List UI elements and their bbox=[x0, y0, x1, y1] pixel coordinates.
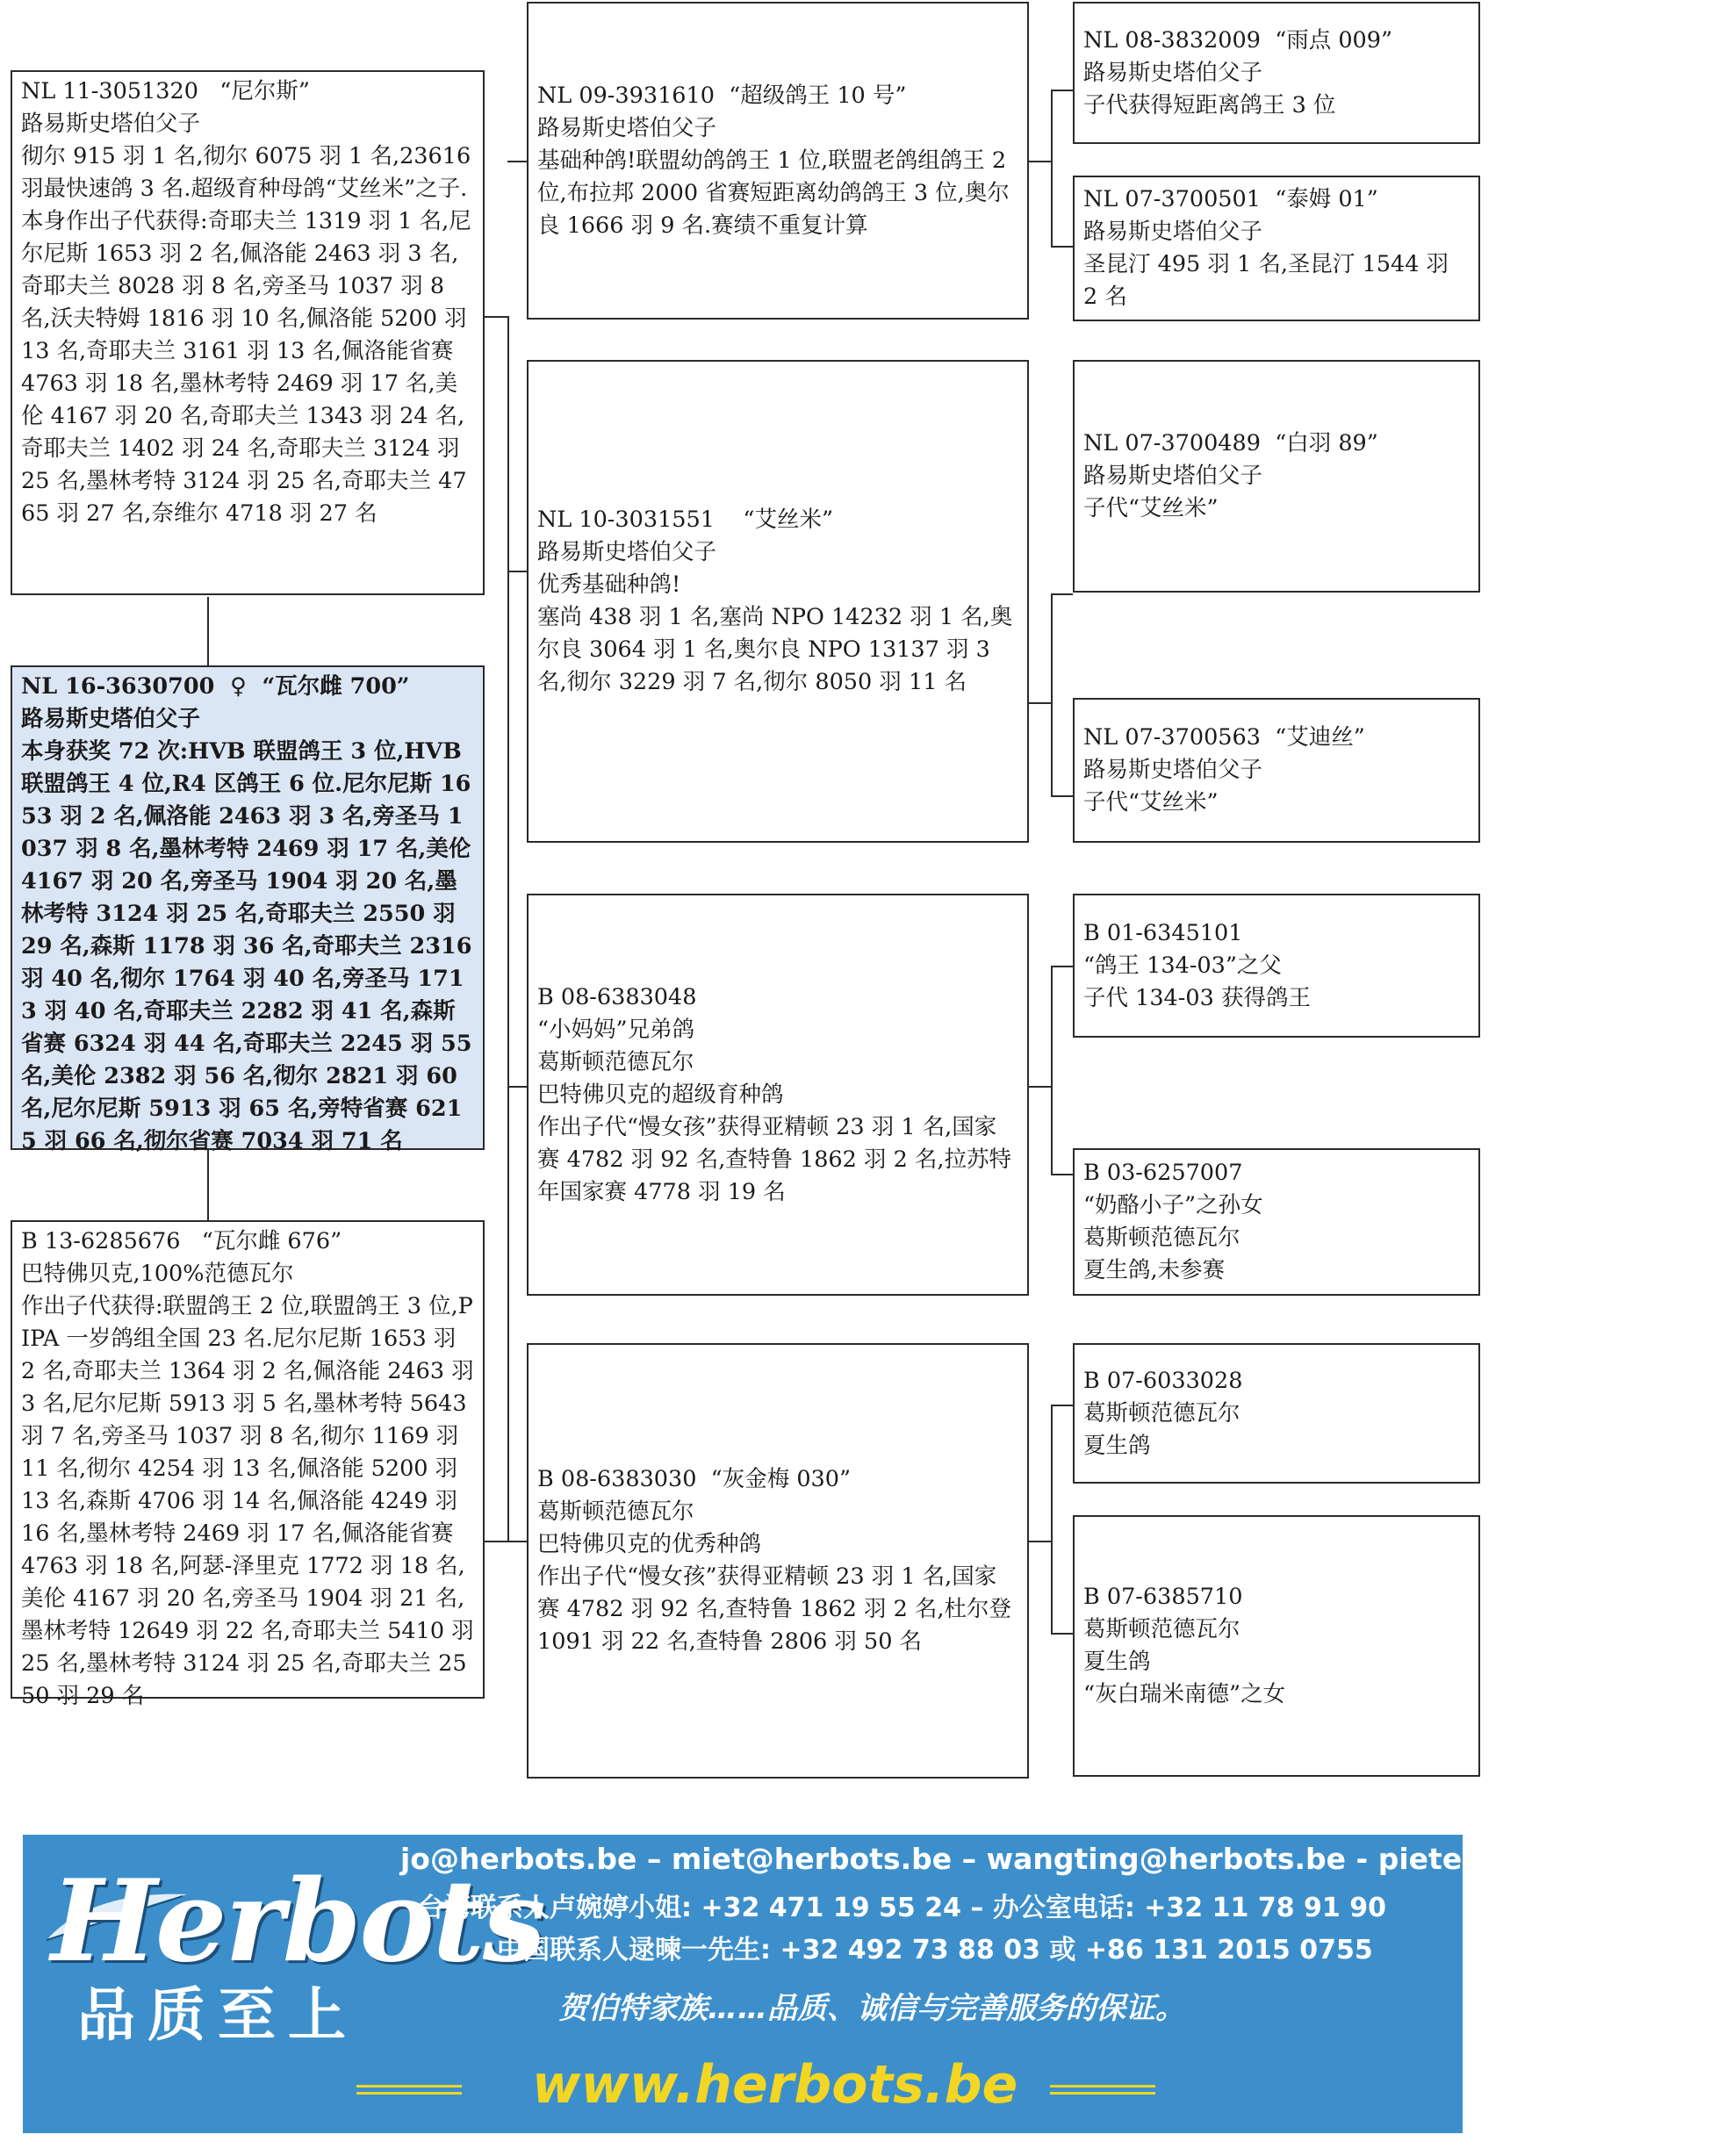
connector bbox=[1051, 1174, 1073, 1175]
dds-note: 夏生鸽 bbox=[1083, 1432, 1151, 1459]
sire-dam-results: 塞尚 438 羽 1 名,塞尚 NPO 14232 羽 1 名,奥尔良 3064 羽 1 名,奥尔良 NPO 13137 羽 3 名,彻尔 3229 羽 7 名,彻尔 8050 羽 11 名 bbox=[537, 604, 1013, 695]
connector bbox=[207, 1150, 209, 1220]
ddd-breeder: 葛斯顿范德瓦尔 bbox=[1083, 1616, 1240, 1642]
connector bbox=[1051, 1405, 1073, 1406]
dsd-note: 夏生鸽,未参赛 bbox=[1083, 1257, 1226, 1283]
ddd-ring: B 07-6385710 bbox=[1083, 1584, 1243, 1610]
sire-dam-breeder: 路易斯史塔伯父子 bbox=[537, 539, 717, 565]
ssd-breeder: 路易斯史塔伯父子 bbox=[1083, 219, 1263, 245]
sds-card bbox=[1073, 360, 1480, 593]
ddd-card bbox=[1073, 1515, 1480, 1777]
dam-sire-relation: “小妈妈”兄弟鸽 bbox=[537, 1016, 695, 1043]
subject-breeder: 路易斯史塔伯父子 bbox=[21, 706, 201, 732]
sds-note: 子代“艾丝米” bbox=[1083, 495, 1219, 521]
dds-ring: B 07-6033028 bbox=[1083, 1367, 1243, 1394]
sire-sire-ring: NL 09-3931610 “超级鸽王 10 号” bbox=[537, 82, 907, 109]
connector bbox=[1051, 795, 1073, 797]
china-contact: 中国联系人逯暕一先生: +32 492 73 88 03 或 +86 131 2015 0755 bbox=[497, 1935, 1373, 1966]
sdd-card bbox=[1073, 698, 1480, 843]
sire-ring: NL 11-3051320 “尼尔斯” bbox=[21, 78, 310, 104]
email-list: jo@herbots.be – miet@herbots.be – wangting@herbots.be - pieterjan@herbots.be bbox=[400, 1842, 1733, 1876]
subject-card bbox=[11, 665, 485, 1154]
slogan: 品质至上 bbox=[77, 1980, 358, 2049]
sire-sire-breeder: 路易斯史塔伯父子 bbox=[537, 114, 717, 141]
ssd-card bbox=[1073, 176, 1480, 321]
dam-card bbox=[11, 1220, 485, 1709]
motto: 贺伯特家族……品质、诚信与完善服务的保证。 bbox=[558, 1991, 1185, 2026]
dds-breeder: 葛斯顿范德瓦尔 bbox=[1083, 1399, 1240, 1427]
dss-note: 子代 134-03 获得鸽王 bbox=[1083, 984, 1311, 1011]
dam-dam-ring: B 08-6383030 “灰金梅 030” bbox=[537, 1466, 852, 1492]
connector bbox=[1029, 161, 1053, 162]
sire-dam-note: 优秀基础种鸽! bbox=[537, 571, 681, 598]
connector bbox=[507, 1086, 527, 1088]
sss-note: 子代获得短距离鸽王 3 位 bbox=[1083, 91, 1336, 119]
dsd-card bbox=[1073, 1148, 1480, 1296]
connector bbox=[1029, 1541, 1053, 1542]
connector bbox=[507, 571, 527, 572]
subject-results: 本身获奖 72 次:HVB 联盟鸽王 3 位,HVB 联盟鸽王 4 位,R4 区鸽王 6 位.尼尔尼斯 1653 羽 2 名,佩洛能 2463 羽 3 名,旁圣马 1037 羽 8 名,墨林考特 2469 羽 17 名,美伦 4167 羽 20 名,旁圣马 1904 羽 20 名,墨林考特 3124 羽 25 名,奇耶夫兰 2550 羽 29 名,森斯 1178 羽 36 名,奇耶夫兰 2316 羽 40 名,彻尔 1764 羽 40 名,旁圣马 1713 羽 40 名,奇耶夫兰 2282 羽 41 名,森斯省赛 6324 羽 44 名,奇耶夫兰 2245 羽 55 名,美伦 2382 羽 56 名,彻尔 2821 羽 60 名,尼尔尼斯 5913 羽 65 名,旁特省赛 6215 羽 66 名,彻尔省赛 7034 羽 71 名 bbox=[21, 738, 480, 1154]
dsd-breeder: 葛斯顿范德瓦尔 bbox=[1083, 1225, 1240, 1251]
sss-card bbox=[1073, 2, 1480, 144]
sds-ring: NL 07-3700489 “白羽 89” bbox=[1083, 430, 1378, 456]
dss-ring: B 01-6345101 bbox=[1083, 919, 1243, 946]
connector bbox=[485, 316, 509, 318]
sss-breeder: 路易斯史塔伯父子 bbox=[1083, 59, 1263, 86]
dam-ring: B 13-6285676 “瓦尔雌 676” bbox=[21, 1228, 342, 1254]
connector bbox=[1051, 90, 1073, 91]
sire-sire-results: 基础种鸽!联盟幼鸽鸽王 1 位,联盟老鸽组鸽王 2 位,布拉邦 2000 省赛短距离幼鸽鸽王 3 位,奥尔良 1666 羽 9 名.赛绩不重复计算 bbox=[537, 147, 1014, 239]
dam-sire-ring: B 08-6383048 bbox=[537, 983, 697, 1010]
dsd-ring: B 03-6257007 bbox=[1083, 1160, 1243, 1186]
ddd-note: 夏生鸽 bbox=[1083, 1649, 1151, 1675]
taiwan-contact: 台湾联系人卢婉婷小姐: +32 471 19 55 24 – 办公室电话: +32 11 78 91 90 bbox=[418, 1893, 1386, 1923]
dam-sire-results: 作出子代“慢女孩”获得亚精顿 23 羽 1 名,国家赛 4782 羽 92 名,查特鲁 1862 羽 2 名,拉苏特年国家赛 4778 羽 19 名 bbox=[537, 1113, 1012, 1205]
dss-card bbox=[1073, 894, 1480, 1038]
subject-ring: NL 16-3630700 ♀ “瓦尔雌 700” bbox=[21, 673, 410, 700]
connector bbox=[507, 161, 527, 162]
dam-results: 作出子代获得:联盟鸽王 2 位,联盟鸽王 3 位,PIPA 一岁鸽组全国 23 名.尼尔尼斯 1653 羽 2 名,奇耶夫兰 1364 羽 2 名,佩洛能 2463 羽 3 名,尼尔尼斯 5913 羽 5 名,墨林考特 5643 羽 7 名,旁圣马 1037 羽 8 名,彻尔 1169 羽 11 名,彻尔 4254 羽 13 名,佩洛能 5200 羽 13 名,森斯 4706 羽 14 名,佩洛能 4249 羽 16 名,墨林考特 2469 羽 17 名,佩洛能省赛 4763 羽 18 名,阿瑟-泽里克 1772 羽 18 名,美伦 4167 羽 20 名,旁圣马 1904 羽 21 名,墨林考特 12649 羽 22 名,奇耶夫兰 5410 羽 25 名,墨林考特 3124 羽 25 名,奇耶夫兰 2550 羽 29 名 bbox=[21, 1293, 481, 1709]
sire-results: 彻尔 915 羽 1 名,彻尔 6075 羽 1 名,23616 羽最快速鸽 3 名.超级育种母鸽“艾丝米”之子.本身作出子代获得:奇耶夫兰 1319 羽 1 名,尼尔尼斯 1653 羽 2 名,佩洛能 2463 羽 3 名,奇耶夫兰 8028 羽 8 名,旁圣马 1037 羽 8 名,沃夫特姆 1816 羽 10 名,佩洛能 5200 羽 13 名,奇耶夫兰 3161 羽 13 名,佩洛能省赛 4763 羽 18 名,墨林考特 2469 羽 17 名,美伦 4167 羽 20 名,奇耶夫兰 1343 羽 24 名,奇耶夫兰 1402 羽 24 名,奇耶夫兰 3124 羽 25 名,墨林考特 3124 羽 25 名,奇耶夫兰 4765 羽 27 名,奈维尔 4718 羽 27 名 bbox=[21, 143, 478, 527]
dam-sire-breeder: 葛斯顿范德瓦尔 bbox=[537, 1048, 694, 1075]
dsd-relation: “奶酪小子”之孙女 bbox=[1083, 1192, 1263, 1218]
connector bbox=[1029, 702, 1053, 704]
sss-ring: NL 08-3832009 “雨点 009” bbox=[1083, 26, 1393, 54]
sire-card bbox=[11, 70, 485, 595]
sdd-ring: NL 07-3700563 “艾迪丝” bbox=[1083, 724, 1365, 751]
sire-sire-card bbox=[527, 2, 1029, 320]
connector bbox=[1051, 90, 1053, 246]
connector bbox=[1051, 1633, 1073, 1635]
connector bbox=[1029, 1086, 1053, 1088]
divider bbox=[1050, 2085, 1155, 2095]
sire-breeder: 路易斯史塔伯父子 bbox=[21, 111, 201, 137]
sire-dam-card bbox=[527, 360, 1029, 843]
contact-banner bbox=[23, 1835, 1733, 2133]
connector bbox=[507, 316, 509, 1541]
dam-dam-results: 作出子代“慢女孩”获得亚精顿 23 羽 1 名,国家赛 4782 羽 92 名,查特鲁 1862 羽 2 名,杜尔登 1091 羽 22 名,查特鲁 2806 羽 50 名 bbox=[537, 1563, 1019, 1655]
website-link[interactable]: www.herbots.be bbox=[532, 2054, 1018, 2116]
connector bbox=[1051, 966, 1053, 1174]
dam-breeder: 巴特佛贝克,100%范德瓦尔 bbox=[21, 1261, 294, 1287]
sdd-note: 子代“艾丝米” bbox=[1083, 789, 1219, 816]
herbots-logo: Herbots bbox=[51, 1856, 544, 1987]
dam-dam-card bbox=[527, 1343, 1029, 1779]
connector bbox=[207, 597, 209, 665]
connector bbox=[1051, 966, 1073, 967]
ddd-relation: “灰白瑞米南德”之女 bbox=[1083, 1681, 1286, 1707]
connector bbox=[1051, 593, 1073, 595]
sdd-breeder: 路易斯史塔伯父子 bbox=[1083, 757, 1263, 783]
ssd-ring: NL 07-3700501 “泰姆 01” bbox=[1083, 186, 1378, 212]
divider bbox=[356, 2085, 462, 2095]
dam-sire-card bbox=[527, 894, 1029, 1296]
dss-relation: “鸽王 134-03”之父 bbox=[1083, 952, 1282, 979]
dds-card bbox=[1073, 1343, 1480, 1484]
dam-dam-breeder: 葛斯顿范德瓦尔 bbox=[537, 1498, 694, 1525]
dam-dam-note: 巴特佛贝克的优秀种鸽 bbox=[537, 1531, 762, 1557]
connector bbox=[1051, 1405, 1053, 1633]
sds-breeder: 路易斯史塔伯父子 bbox=[1083, 463, 1263, 489]
dam-sire-note: 巴特佛贝克的超级育种鸽 bbox=[537, 1081, 784, 1108]
ssd-results: 圣昆汀 495 羽 1 名,圣昆汀 1544 羽 2 名 bbox=[1083, 251, 1456, 310]
connector bbox=[485, 1541, 509, 1542]
sire-dam-ring: NL 10-3031551 “艾丝米” bbox=[537, 507, 833, 533]
connector bbox=[1051, 593, 1053, 795]
connector bbox=[1051, 246, 1073, 248]
connector bbox=[507, 1541, 527, 1542]
